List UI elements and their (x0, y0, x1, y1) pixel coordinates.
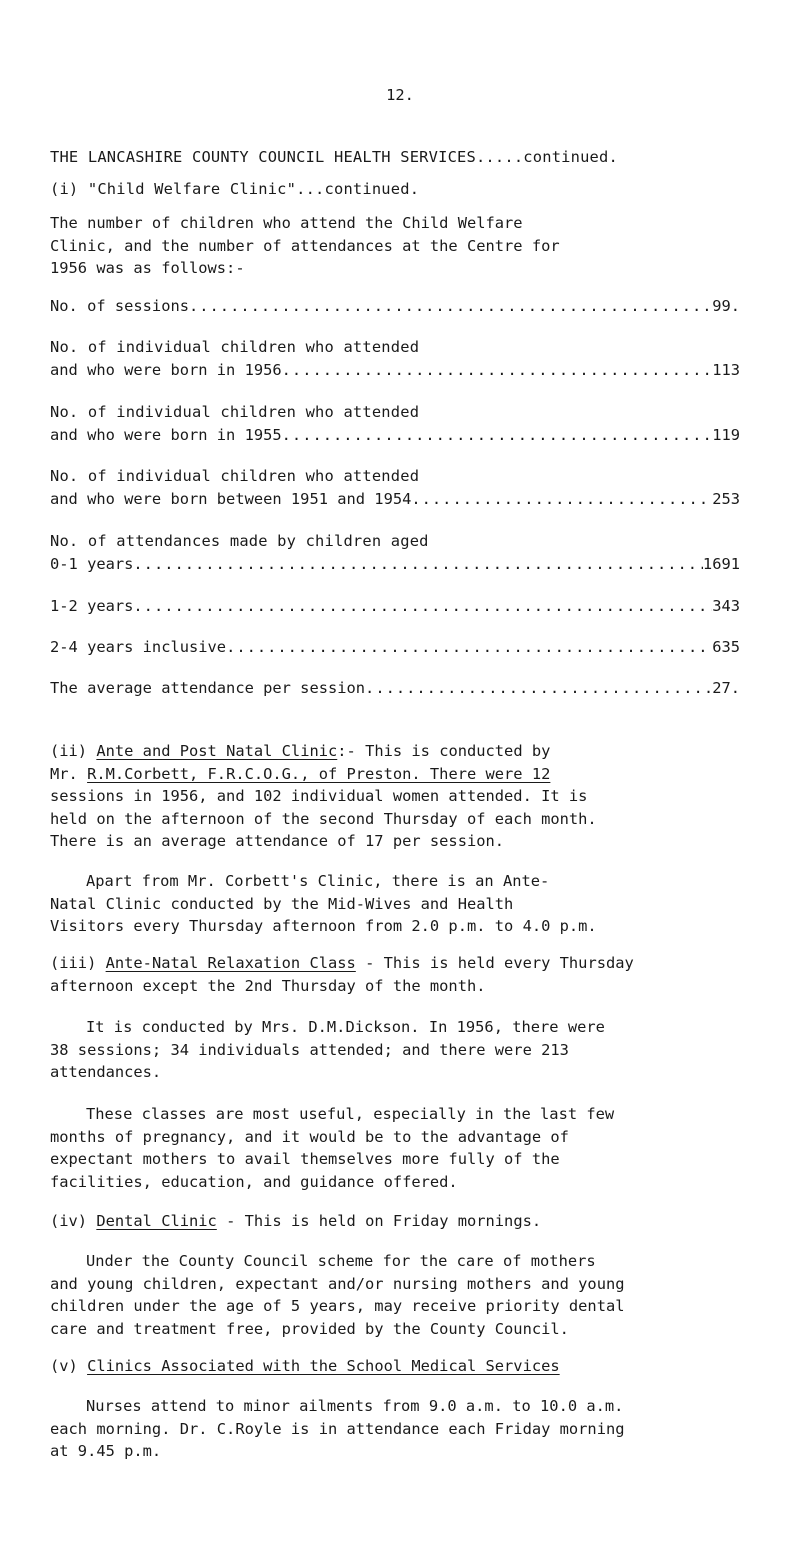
stat-average-attendance (50, 679, 740, 697)
section-ii-first-line (50, 740, 755, 763)
section-iv (50, 1210, 755, 1233)
paragraph-line: each morning. Dr. C.Royle is in attendance each Friday morning (50, 1419, 625, 1438)
section-text: :- This is conducted by (337, 742, 551, 760)
page-number: 12. (386, 86, 414, 104)
stat-label: 2-4 years inclusive (50, 638, 227, 656)
intro-paragraph (50, 212, 755, 280)
stat-value: 113 (712, 361, 740, 379)
leader-dots (133, 597, 712, 615)
section-prefix: (v) (50, 1357, 88, 1375)
section-iii-title: Ante-Natal Relaxation Class (105, 954, 356, 972)
section-v-title: Clinics Associated with the School Medical Services (87, 1357, 560, 1375)
leader-dots (282, 426, 713, 444)
paragraph-line: months of pregnancy, and it would be to the advantage of (50, 1127, 569, 1146)
paragraph-line: Nurses attend to minor ailments from 9.0 a.m. to 10.0 a.m. (86, 1397, 624, 1415)
stat-value: 253 (712, 490, 740, 508)
stat-value: 343 (712, 597, 740, 615)
stat-attendances-2-4 (50, 638, 740, 656)
section-text: Mr. (50, 764, 88, 783)
stat-born-1956 (50, 361, 740, 379)
section-iii-paragraph-2 (50, 1016, 755, 1084)
leader-dots (282, 361, 713, 379)
paragraph-line: Visitors every Thursday afternoon from 2.0 p.m. to 4.0 p.m. (50, 917, 597, 935)
paragraph-line: children under the age of 5 years, may receive priority dental (50, 1297, 625, 1315)
leader-dots (189, 297, 712, 315)
stat-value: 99. (712, 297, 740, 315)
section-ii (50, 740, 755, 853)
section-text: R.M.Corbett, F.R.C.O.G., of Preston. There were 12 (87, 764, 551, 783)
section-text: - This is held every Thursday (355, 954, 634, 972)
stat-label: and who were born in 1956 (50, 361, 282, 379)
stat-born-1955 (50, 426, 740, 444)
leader-dots (133, 555, 703, 573)
section-v-first-line (50, 1355, 755, 1378)
section-ii-title: Ante and Post Natal Clinic (96, 742, 338, 760)
section-ii-line (50, 763, 755, 786)
section-ii-line: There is an average attendance of 17 per session. (50, 832, 505, 850)
intro-line: Clinic, and the number of attendances at the Centre for (50, 236, 560, 255)
leader-dots (226, 638, 712, 656)
stat-label: 1-2 years (50, 597, 134, 615)
stat-label: The average attendance per session (50, 679, 366, 697)
stat-value: 1691 (702, 555, 740, 573)
stat-value: 119 (712, 426, 740, 444)
leader-dots (411, 490, 712, 508)
paragraph-line: and young children, expectant and/or nursing mothers and young (50, 1274, 625, 1293)
section-iii-first-line (50, 952, 755, 975)
stat-attendances-0-1 (50, 555, 740, 573)
section-i-heading: (i) "Child Welfare Clinic"...continued. (50, 180, 420, 198)
stat-label: and who were born between 1951 and 1954 (50, 490, 412, 508)
paragraph-line: 38 sessions; 34 individuals attended; and there were 213 (50, 1040, 569, 1059)
leader-dots (365, 679, 712, 697)
section-iii (50, 952, 755, 997)
section-iii-line: afternoon except the 2nd Thursday of the month. (50, 976, 486, 995)
section-v-paragraph (50, 1395, 755, 1463)
stat-born-1951-1954 (50, 490, 740, 508)
section-ii-line: sessions in 1956, and 102 individual women attended. It is (50, 787, 588, 805)
stat-sessions (50, 297, 740, 315)
paragraph-line: expectant mothers to avail themselves more fully of the (50, 1150, 560, 1168)
section-iv-first-line (50, 1210, 755, 1233)
paragraph-line: attendances. (50, 1063, 162, 1081)
section-iv-title: Dental Clinic (96, 1212, 217, 1230)
stat-label: No. of attendances made by children aged (50, 532, 429, 550)
stat-label: No. of individual children who attended (50, 467, 420, 485)
section-text: - This is held on Friday mornings. (216, 1212, 542, 1230)
section-iv-paragraph (50, 1250, 755, 1340)
paragraph-line: These classes are most useful, especially in the last few (86, 1105, 615, 1123)
paragraph-line: care and treatment free, provided by the County Council. (50, 1319, 569, 1338)
section-prefix: (ii) (50, 742, 97, 760)
section-prefix: (iv) (50, 1212, 97, 1230)
paragraph-line: Apart from Mr. Corbett's Clinic, there is an Ante- (86, 872, 550, 890)
section-iii-paragraph-3 (50, 1103, 755, 1193)
section-prefix: (iii) (50, 954, 106, 972)
stat-label: 0-1 years (50, 555, 134, 573)
paragraph-line: facilities, education, and guidance offered. (50, 1172, 458, 1191)
paragraph-line: at 9.45 p.m. (50, 1442, 162, 1460)
intro-line: The number of children who attend the Child Welfare (50, 214, 523, 232)
stat-label: No. of individual children who attended (50, 403, 420, 421)
paragraph-line: Under the County Council scheme for the care of mothers (86, 1252, 596, 1270)
stat-label: No. of individual children who attended (50, 338, 420, 356)
stat-label: No. of sessions (50, 297, 189, 315)
section-ii-line: held on the afternoon of the second Thursday of each month. (50, 809, 597, 828)
section-v (50, 1355, 755, 1378)
document-header: THE LANCASHIRE COUNTY COUNCIL HEALTH SERVICES.....continued. (50, 148, 618, 166)
stat-value: 27. (712, 679, 740, 697)
stat-value: 635 (712, 638, 740, 656)
section-ii-paragraph-2 (50, 870, 755, 938)
paragraph-line: It is conducted by Mrs. D.M.Dickson. In 1956, there were (86, 1018, 605, 1036)
paragraph-line: Natal Clinic conducted by the Mid-Wives and Health (50, 894, 514, 913)
stat-attendances-1-2 (50, 597, 740, 615)
stat-label: and who were born in 1955 (50, 426, 282, 444)
intro-line: 1956 was as follows:- (50, 259, 245, 277)
